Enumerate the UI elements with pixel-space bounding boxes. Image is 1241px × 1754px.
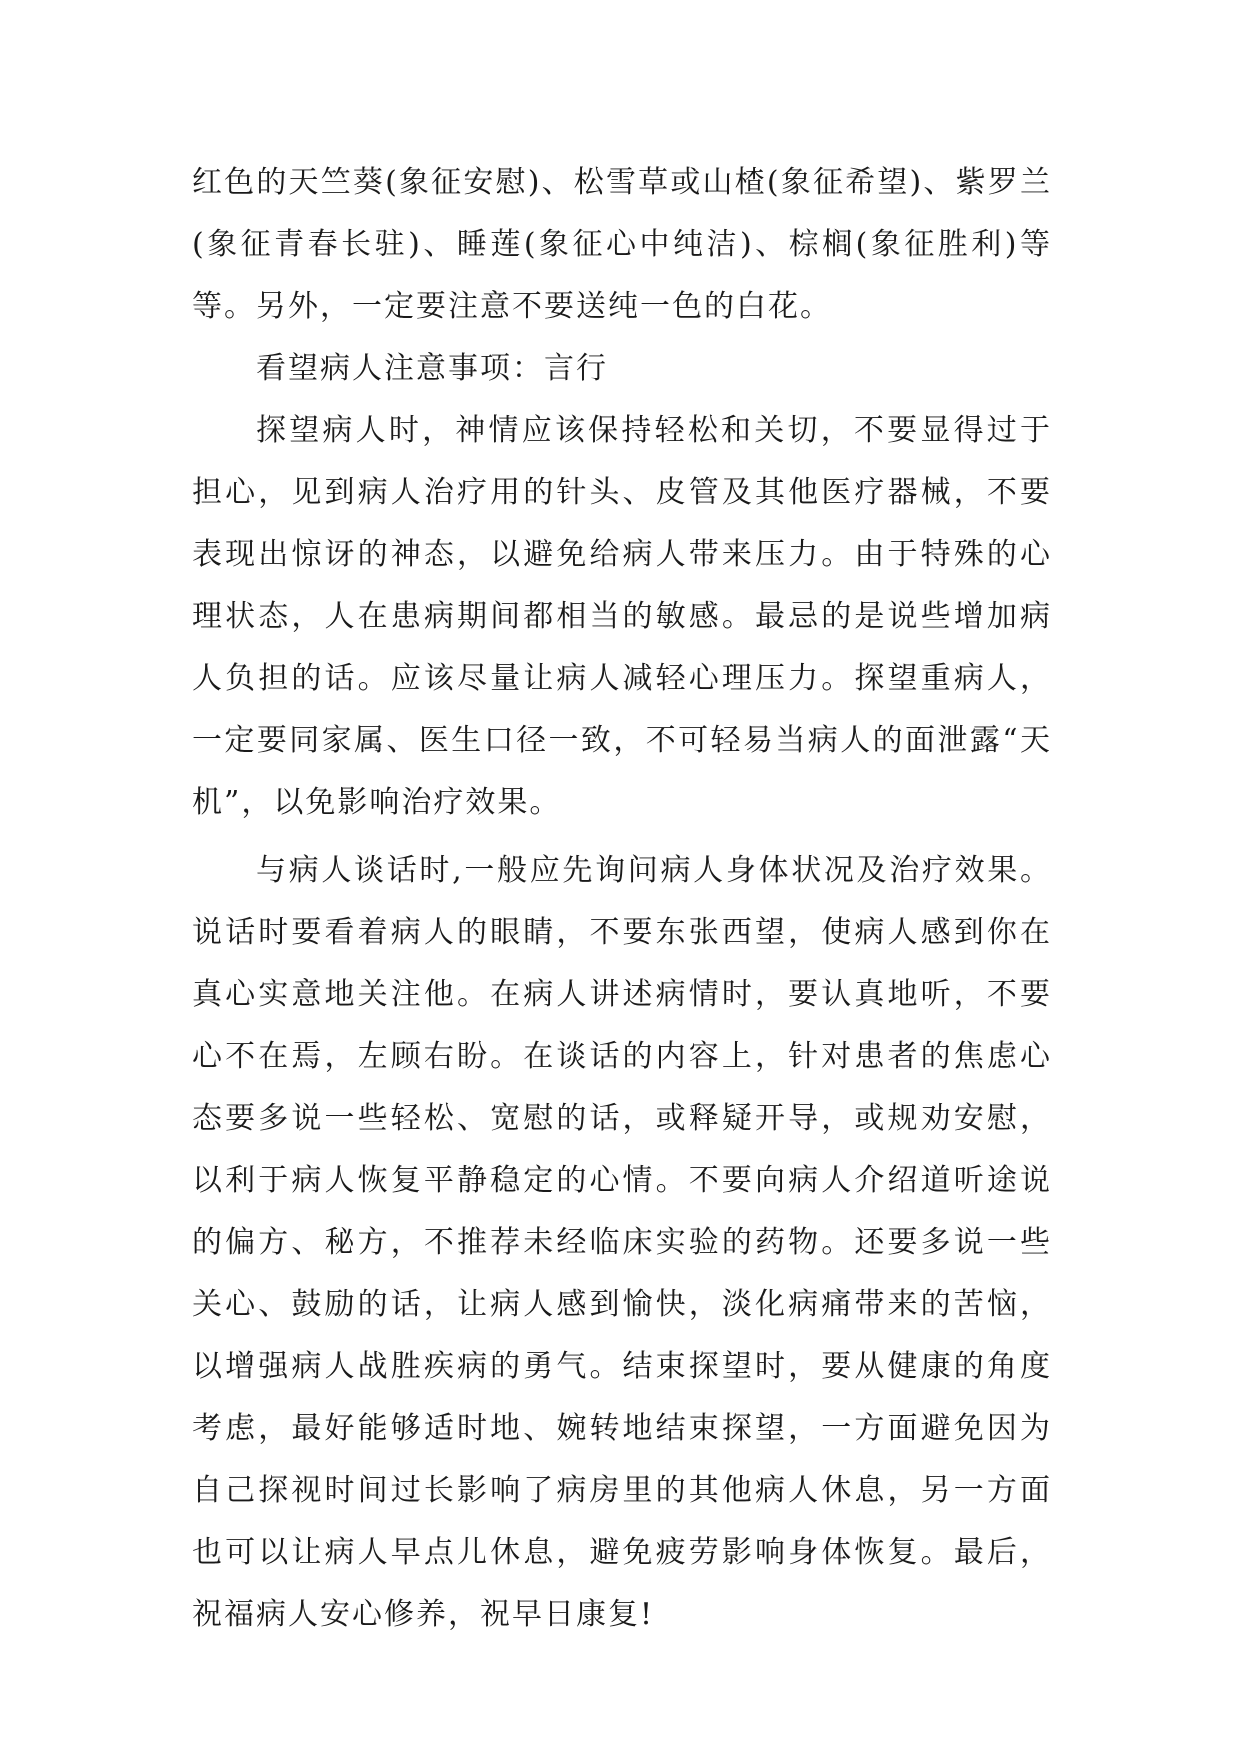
paragraph-demeanor: 探望病人时，神情应该保持轻松和关切，不要显得过于担心，见到病人治疗用的针头、皮管及其他医疗器械，不要表现出惊讶的神态，以避免给病人带来压力。由于特殊的心理状态，人在患病期间都相当的敏感。最忌的是说些增加病人负担的话。应该尽量让病人减轻心理压力。探望重病人，一定要同家属、医生口径一致，不可轻易当病人的面泄露“天机”，以免影响治疗效果。 <box>192 413 1052 820</box>
section-heading: 看望病人注意事项：言行 <box>256 351 608 386</box>
document-body <box>192 152 1052 1646</box>
paragraph-conversation: 与病人谈话时,一般应先询问病人身体状况及治疗效果。说话时要看着病人的眼睛，不要东张西望，使病人感到你在真心实意地关注他。在病人讲述病情时，要认真地听，不要心不在焉，左顾右盼。在谈话的内容上，针对患者的焦虑心态要多说一些轻松、宽慰的话，或释疑开导，或规劝安慰，以利于病人恢复平静稳定的心情。不要向病人介绍道听途说的偏方、秘方，不推荐未经临床实验的药物。还要多说一些关心、鼓励的话，让病人感到愉快，淡化病痛带来的苦恼，以增强病人战胜疾病的勇气。结束探望时，要从健康的角度考虑，最好能够适时地、婉转地结束探望，一方面避免因为自己探视时间过长影响了病房里的其他病人休息，另一方面也可以让病人早点儿休息，避免疲劳影响身体恢复。最后，祝福病人安心修养，祝早日康复! <box>192 853 1052 1632</box>
paragraph-flowers-continued: 红色的天竺葵(象征安慰)、松雪草或山楂(象征希望)、紫罗兰(象征青春长驻)、睡莲(象征心中纯洁)、棕榈(象征胜利)等等。另外，一定要注意不要送纯一色的白花。 <box>192 165 1052 324</box>
